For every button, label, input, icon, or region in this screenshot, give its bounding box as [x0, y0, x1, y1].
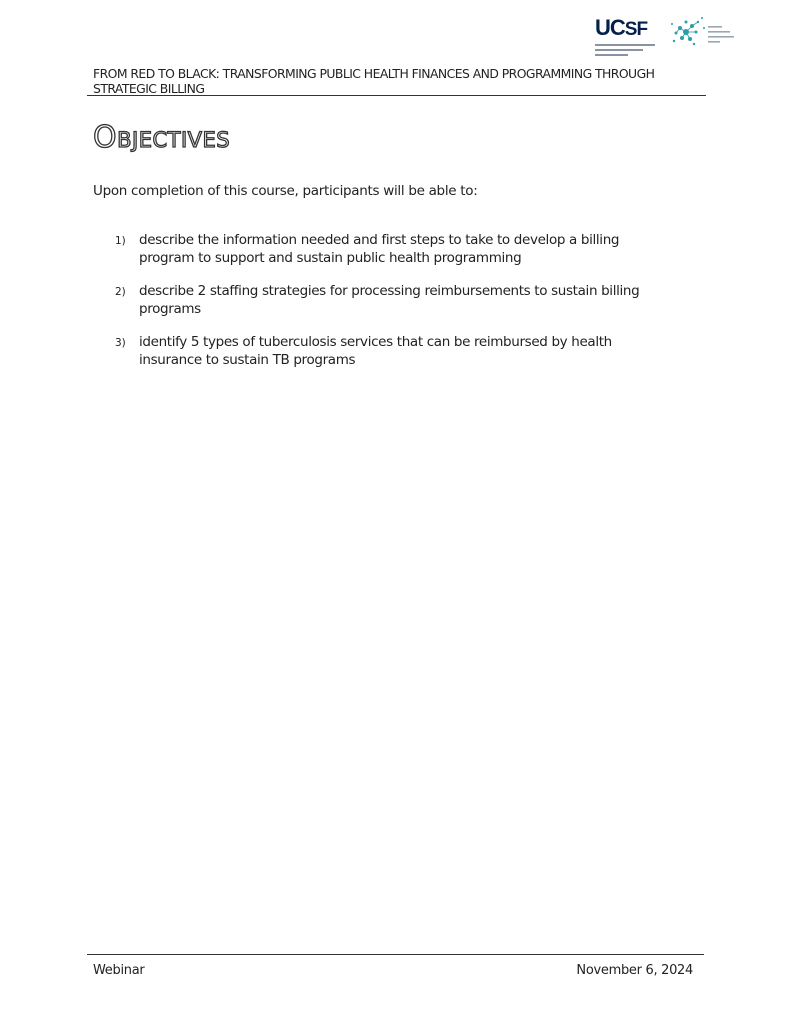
footer-event-type: Webinar [93, 963, 145, 978]
objective-text: identify 5 types of tuberculosis services that can be reimbursed by health insurance to sustain TB programs [139, 334, 612, 368]
header-divider [87, 95, 706, 96]
objective-text: describe the information needed and first steps to take to develop a billing program to support and sustain public health programming [139, 232, 620, 266]
objective-text: describe 2 staffing strategies for processing reimbursements to sustain billing programs [139, 283, 640, 317]
objective-item [115, 231, 675, 267]
objective-item [115, 282, 675, 318]
footer-divider [87, 954, 704, 955]
intro-text: Upon completion of this course, participants will be able to: [93, 183, 478, 199]
document-header-title: FROM RED TO BLACK: TRANSFORMING PUBLIC HEALTH FINANCES AND PROGRAMMING THROUGH STRATEGIC BILLING [93, 66, 655, 96]
objective-item [115, 333, 675, 369]
section-heading: Objectives [93, 120, 231, 155]
curry-center-logo-icon [668, 14, 744, 54]
objective-number: 2) [115, 286, 126, 298]
footer-date: November 6, 2024 [576, 963, 693, 978]
ucsf-wordmark: UCSF [595, 15, 648, 40]
objective-number: 3) [115, 337, 126, 349]
ucsf-logo-subtext [595, 44, 655, 58]
objective-number: 1) [115, 235, 126, 247]
ucsf-logo [592, 16, 658, 58]
